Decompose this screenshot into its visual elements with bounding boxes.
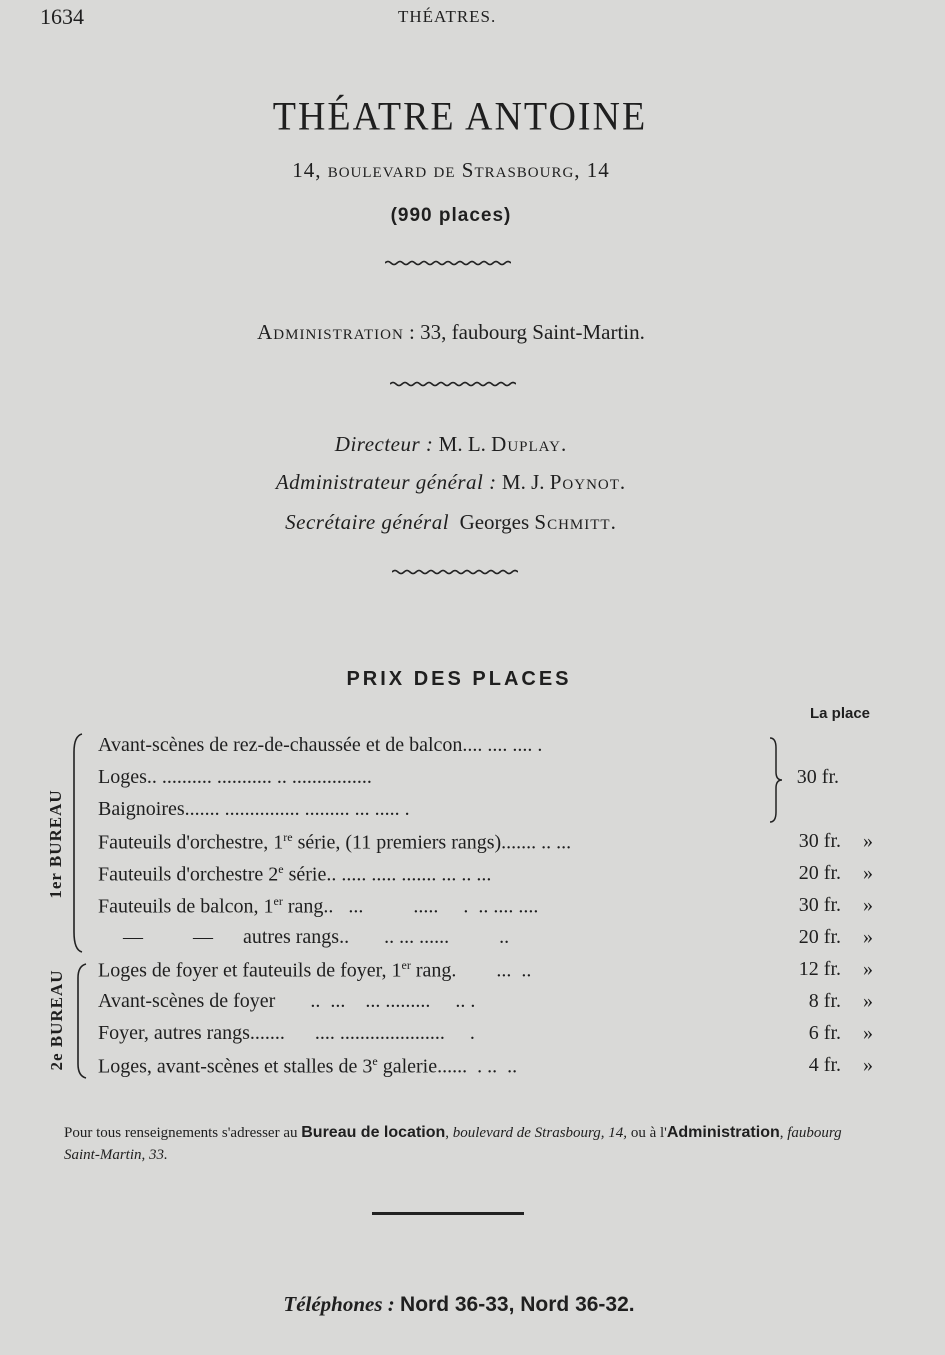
staff-role: Directeur : xyxy=(334,432,434,456)
ditto-mark: » xyxy=(863,830,873,852)
staff-name-prefix: Georges xyxy=(459,510,535,534)
price-row xyxy=(98,766,873,796)
footer-bold: Administration xyxy=(666,1124,780,1141)
price-value: 6 fr. xyxy=(808,1022,841,1044)
running-head: THÉATRES. xyxy=(398,7,497,26)
price-value: 8 fr. xyxy=(808,990,841,1012)
price-row xyxy=(98,926,873,956)
staff-name: Schmitt. xyxy=(534,510,617,534)
staff-name: Duplay. xyxy=(491,432,568,456)
price-value: 30 fr. xyxy=(796,766,839,788)
ditto-mark: » xyxy=(863,894,873,916)
footer-italic: faubourg Saint-Martin, 33. xyxy=(64,1125,842,1163)
bureau1-bracket xyxy=(70,732,86,954)
ditto-mark: » xyxy=(863,926,873,948)
staff-role: Secrétaire général xyxy=(285,510,450,534)
administration-line xyxy=(0,320,902,345)
footer-note xyxy=(64,1122,879,1166)
price-value: 12 fr. xyxy=(798,958,841,980)
price-row xyxy=(98,798,873,828)
price-row xyxy=(98,830,873,860)
bureau1-label: 1er BUREAU xyxy=(46,789,65,899)
horizontal-rule xyxy=(372,1212,524,1215)
price-row-label: — — autres rangs.. .. ... ...... .. xyxy=(98,926,510,948)
staff-administrator xyxy=(0,470,902,495)
telephones-label: Téléphones : xyxy=(283,1292,395,1316)
footer-text: , xyxy=(445,1125,453,1141)
price-row xyxy=(98,862,873,892)
price-row xyxy=(98,734,873,764)
telephones-line xyxy=(0,1292,918,1317)
price-row xyxy=(98,894,873,924)
price-value: 20 fr. xyxy=(798,862,841,884)
administration-label: Administration xyxy=(257,320,404,344)
staff-secretary xyxy=(0,510,902,535)
ditto-mark: » xyxy=(863,1022,873,1044)
price-row-label: Loges.. .......... ........... .. ................ xyxy=(98,766,372,788)
footer-text: , xyxy=(779,1125,788,1141)
ditto-mark: » xyxy=(863,990,873,1012)
footer-bold: Bureau de location xyxy=(301,1124,446,1141)
price-column-label: La place xyxy=(810,705,871,722)
price-row xyxy=(98,990,873,1020)
footer-text: ou à l' xyxy=(627,1125,667,1141)
price-value: 30 fr. xyxy=(798,830,841,852)
price-value: 20 fr. xyxy=(798,926,841,948)
staff-name-prefix: M. J. xyxy=(501,470,550,494)
ditto-mark: » xyxy=(863,958,873,980)
wavy-divider xyxy=(385,260,511,266)
price-row-label: Fauteuils d'orchestre 2e série.. ..... ..... ....... ... .. ... xyxy=(98,862,492,886)
administration-value: : 33, faubourg Saint-Martin. xyxy=(409,320,645,344)
wavy-divider xyxy=(392,569,518,575)
ditto-mark: » xyxy=(863,1054,873,1076)
staff-name: Poynot. xyxy=(549,470,627,494)
price-row xyxy=(98,958,873,988)
price-row-label: Avant-scènes de rez-de-chaussée et de balcon.... .... .... . xyxy=(98,734,543,756)
footer-text: Pour tous renseignements s'adresser au xyxy=(64,1125,302,1141)
price-row-label: Baignoires....... ............... ......... ... ..... . xyxy=(98,798,410,820)
theatre-address: 14, boulevard de Strasbourg, 14 xyxy=(292,158,610,182)
price-value: 4 fr. xyxy=(808,1054,841,1076)
bureau2-bracket xyxy=(74,962,90,1080)
price-row-label: Loges de foyer et fauteuils de foyer, 1er rang. ... .. xyxy=(98,958,532,982)
price-row-label: Avant-scènes de foyer .. ... ... ......... .. . xyxy=(98,990,476,1012)
staff-role: Administrateur général : xyxy=(275,470,497,494)
theatre-name: THÉATRE ANTOINE xyxy=(272,94,648,140)
page-number: 1634 xyxy=(40,4,84,29)
staff-name-prefix: M. L. xyxy=(438,432,492,456)
ditto-mark: » xyxy=(863,862,873,884)
price-row-label: Foyer, autres rangs....... .... ..................... . xyxy=(98,1022,475,1044)
price-row-label: Fauteuils d'orchestre, 1re série, (11 premiers rangs)....... .. ... xyxy=(98,830,572,854)
bureau2-label: 2e BUREAU xyxy=(47,969,66,1071)
telephones-numbers: Nord 36-33, Nord 36-32. xyxy=(400,1293,635,1316)
footer-italic: boulevard de Strasbourg, 14, xyxy=(452,1125,628,1141)
price-row xyxy=(98,1054,873,1084)
price-row-label: Fauteuils de balcon, 1er rang.. ... ..... . .. .... .... xyxy=(98,894,539,918)
theatre-capacity: (990 places) xyxy=(390,205,512,226)
wavy-divider xyxy=(390,381,516,387)
price-row xyxy=(98,1022,873,1052)
prices-heading: PRIX DES PLACES xyxy=(346,668,572,690)
price-row-label: Loges, avant-scènes et stalles de 3e galerie...... . .. .. xyxy=(98,1054,518,1078)
staff-director xyxy=(0,432,902,457)
price-value: 30 fr. xyxy=(798,894,841,916)
